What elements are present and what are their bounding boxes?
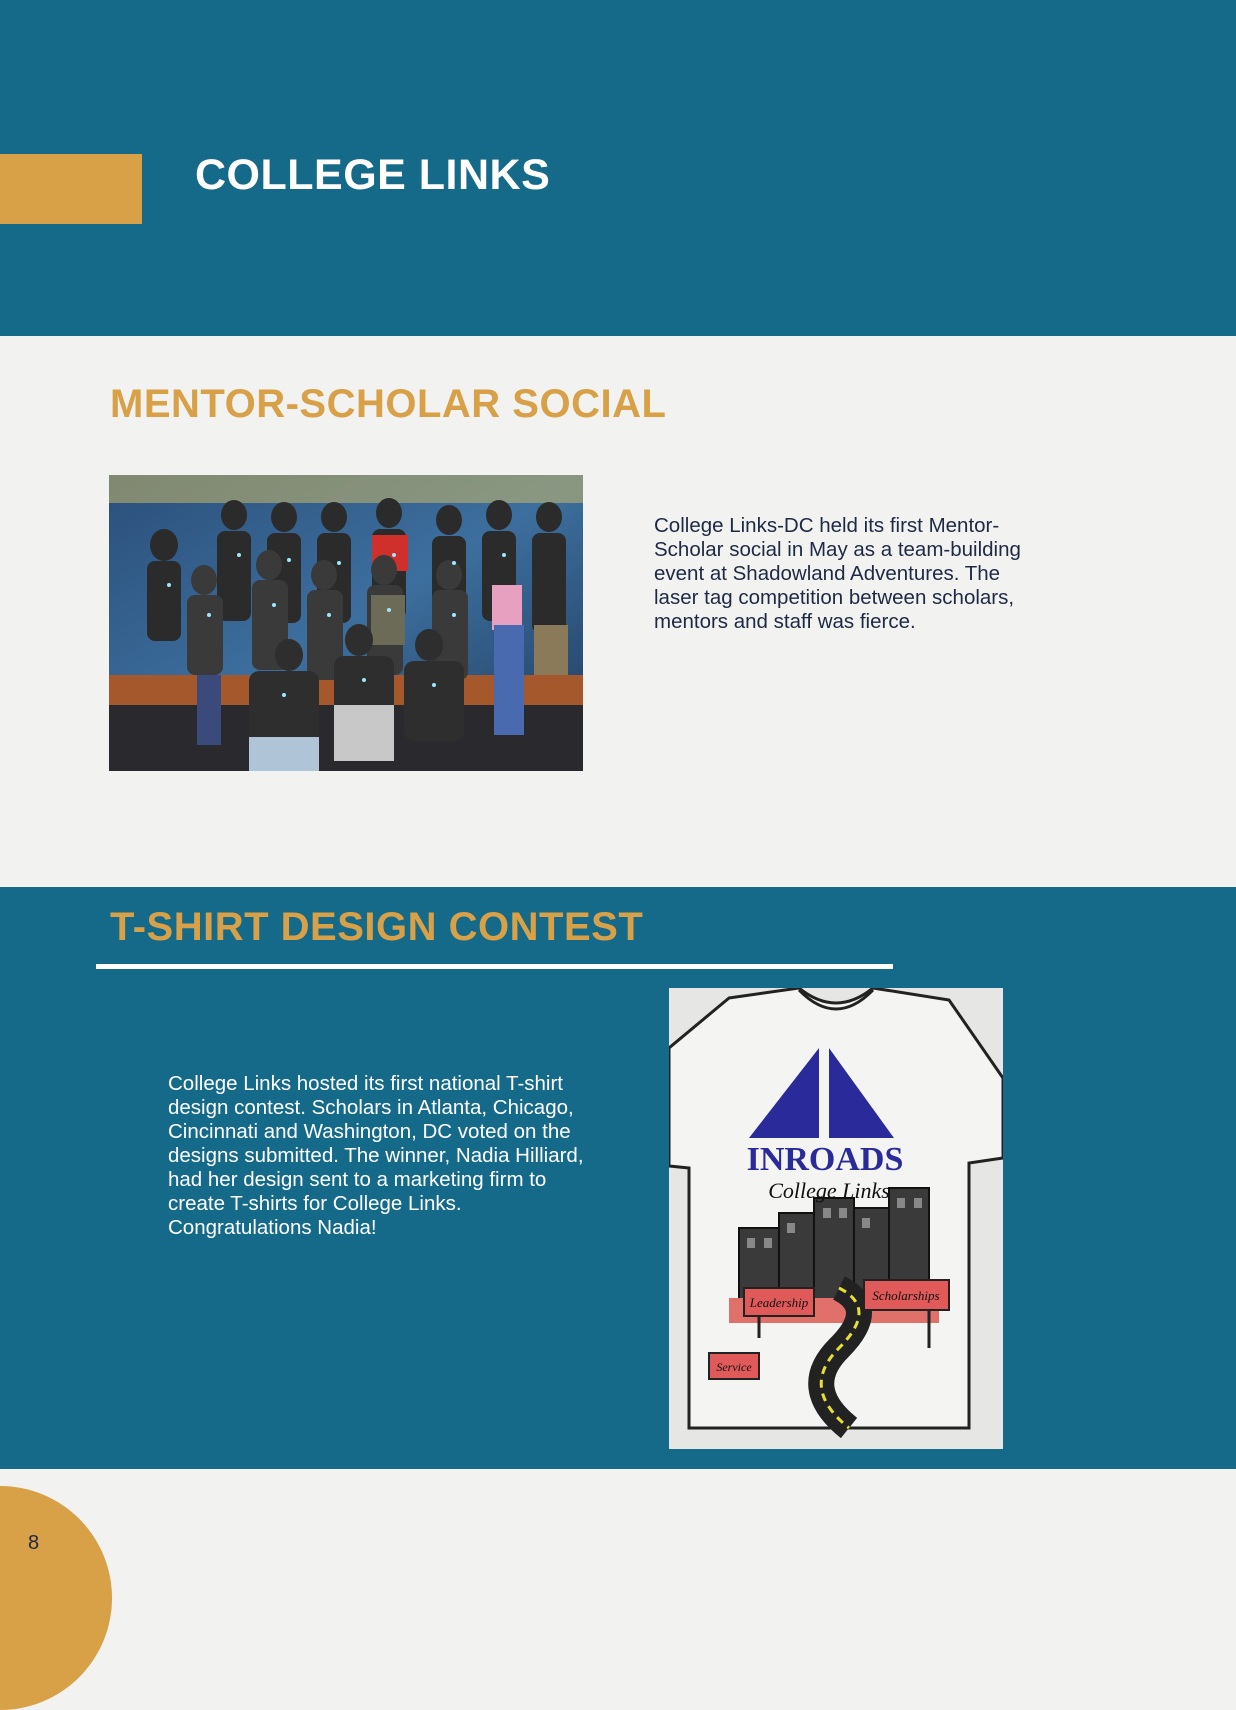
drawing-sign-left: Leadership [749, 1295, 809, 1310]
header-band [0, 0, 1236, 336]
mentor-social-heading: MENTOR-SCHOLAR SOCIAL [110, 382, 667, 426]
header-accent-bar [0, 154, 142, 224]
page-title: COLLEGE LINKS [195, 151, 551, 199]
tshirt-drawing-icon [669, 988, 1003, 1449]
drawing-sign-bottom: Service [716, 1360, 752, 1374]
drawing-sign-right: Scholarships [872, 1288, 940, 1303]
drawing-script: College Links [768, 1178, 890, 1203]
group-photo-icon [109, 475, 583, 771]
page-number-badge [0, 1486, 112, 1710]
page-number: 8 [28, 1532, 40, 1554]
section-divider [96, 964, 893, 969]
laser-tag-group-photo [109, 475, 583, 771]
drawing-brand: INROADS [746, 1141, 904, 1178]
tshirt-design-drawing [669, 988, 1003, 1449]
mentor-social-text: College Links-DC held its first Mentor-Scholar social in May as a team-building event at Shadowland Adventures. The laser tag competition between scholars, mentors and staff was fierce. [654, 514, 1021, 633]
tshirt-contest-heading: T-SHIRT DESIGN CONTEST [110, 905, 644, 949]
tshirt-contest-text: College Links hosted its first national T-shirt design contest. Scholars in Atlanta, Chicago, Cincinnati and Washington, DC voted on the designs submitted. The winner, Nadia Hilliard, had her design sent to a marketing firm to create T-shirts for College Links. Congratulations Nadia! [168, 1072, 584, 1239]
